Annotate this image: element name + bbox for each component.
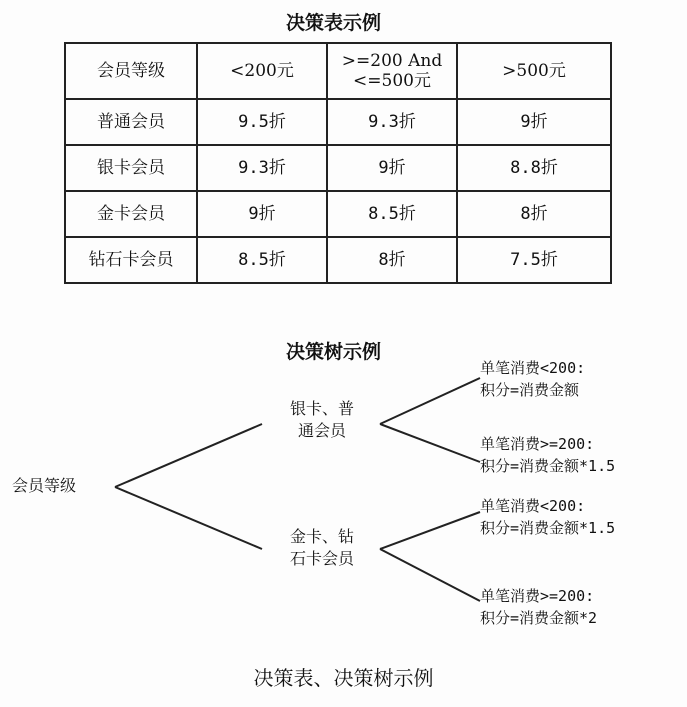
edge-branch2-leaf1 bbox=[380, 512, 480, 549]
edge-branch1-leaf2 bbox=[380, 424, 480, 462]
row-label: 银卡会员 bbox=[65, 145, 197, 191]
tree-branch-gold-diamond: 金卡、钻 石卡会员 bbox=[289, 527, 354, 569]
header-cell: 会员等级 bbox=[65, 43, 197, 99]
table-cell: 9折 bbox=[457, 99, 611, 145]
tree-leaf: 单笔消费>=200: 积分=消费金额*2 bbox=[480, 587, 598, 627]
table-cell: 9折 bbox=[197, 191, 327, 237]
row-label: 金卡会员 bbox=[65, 191, 197, 237]
tree-title: 决策树示例 bbox=[285, 341, 381, 363]
table-cell: 8.5折 bbox=[327, 191, 457, 237]
tree-leaf: 单笔消费<200: 积分=消费金额 bbox=[480, 359, 586, 399]
table-cell: 8.5折 bbox=[197, 237, 327, 283]
row-label: 钻石卡会员 bbox=[65, 237, 197, 283]
edge-root-branch2 bbox=[115, 487, 262, 549]
tree-root: 会员等级 bbox=[12, 476, 77, 495]
table-cell: 9折 bbox=[327, 145, 457, 191]
tree-leaf: 单笔消费<200: 积分=消费金额*1.5 bbox=[480, 497, 616, 537]
header-cell-text: >=200 And <=500元 bbox=[341, 50, 443, 91]
header-cell: <200元 bbox=[197, 43, 327, 99]
edge-branch2-leaf2 bbox=[380, 549, 480, 601]
figure-caption: 决策表、决策树示例 bbox=[253, 666, 434, 690]
edge-root-branch1 bbox=[115, 424, 262, 487]
header-cell: >500元 bbox=[457, 43, 611, 99]
table-cell: 8折 bbox=[457, 191, 611, 237]
table-title: 决策表示例 bbox=[285, 12, 381, 34]
table-cell: 9.5折 bbox=[197, 99, 327, 145]
table-cell: 9.3折 bbox=[327, 99, 457, 145]
table-cell: 8.8折 bbox=[457, 145, 611, 191]
edge-branch1-leaf1 bbox=[380, 378, 480, 424]
table-cell: 7.5折 bbox=[457, 237, 611, 283]
table-cell: 8折 bbox=[327, 237, 457, 283]
row-label: 普通会员 bbox=[65, 99, 197, 145]
tree-leaf: 单笔消费>=200: 积分=消费金额*1.5 bbox=[480, 435, 616, 475]
table-cell: 9.3折 bbox=[197, 145, 327, 191]
tree-branch-silver-regular: 银卡、普 通会员 bbox=[289, 399, 354, 441]
